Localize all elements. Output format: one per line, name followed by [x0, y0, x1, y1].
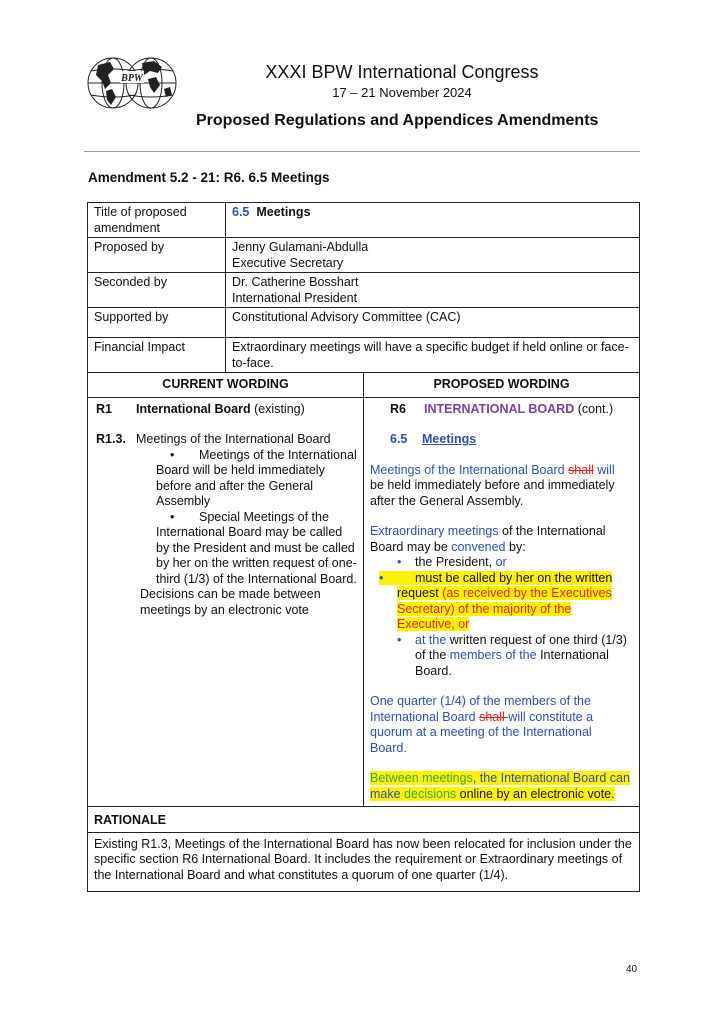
congress-title: XXXI BPW International Congress [265, 62, 539, 82]
financial-row [88, 338, 640, 373]
current-r1-line [96, 402, 357, 418]
b2-text-a: must be called by her on the written request [397, 570, 613, 600]
b1-text-b: or [495, 555, 507, 569]
proposed-paragraph-2 [370, 524, 631, 555]
title-label: Title of proposed amendment [88, 203, 226, 238]
proposed-role: Executive Secretary [232, 255, 344, 270]
proposed-r6-suffix: (cont.) [574, 401, 614, 416]
seconded-name: Dr. Catherine Bosshart [232, 275, 359, 289]
amendment-table [87, 202, 640, 892]
title-value [226, 203, 640, 238]
p4-text-d: online by an electronic vote. [456, 786, 615, 801]
seconded-value [226, 273, 640, 308]
b1-text-a: the President, [415, 555, 496, 569]
proposed-label: Proposed by [88, 238, 226, 273]
amendment-heading: Amendment 5.2 - 21: R6. 6.5 Meetings [88, 170, 330, 185]
congress-dates: 17 – 21 November 2024 [332, 85, 472, 100]
rationale-text: Existing R1.3, Meetings of the International Board has now been relocated for inclusion under the specific section R6 International Board. It includes the requirement or Extraordinary meetings of the International Board and what constitutes a quorum of one quarter (1/4). [88, 832, 640, 892]
current-r13-title: Meetings of the International Board [136, 432, 331, 446]
supported-row [88, 308, 640, 338]
p4-text-a: Between meetings [370, 771, 473, 785]
proposed-r6-title: INTERNATIONAL BOARD [424, 401, 575, 416]
wording-header-row [88, 373, 640, 398]
title-row [88, 203, 640, 238]
proposed-r6-code: R6 [390, 401, 406, 416]
p4-text-b: , the International Board can make [370, 771, 630, 801]
p1-inserted-word: will [593, 462, 615, 477]
b3-text-d: International Board. [415, 648, 609, 678]
financial-value: Extraordinary meetings will have a specific budget if held online or face-to-face. [226, 338, 640, 373]
page-number: 40 [626, 964, 638, 975]
proposed-paragraph-1 [370, 463, 631, 510]
p3-text-a: One quarter (1/4) of the members of the International Board [370, 694, 591, 724]
p2-text-d: by: [505, 539, 526, 554]
current-r1-code: R1 [96, 401, 112, 416]
p4-text-c: decisions [404, 786, 457, 801]
bullet-dot-icon: • [379, 570, 384, 585]
p1-text-a: Meetings of the International Board [370, 462, 569, 477]
document-subtitle: Proposed Regulations and Appendices Amendments [196, 112, 599, 129]
supported-label: Supported by [88, 308, 226, 338]
proposed-section-heading [370, 432, 631, 448]
p1-struck-word: shall [568, 462, 594, 477]
current-decisions: Decisions can be made between meetings by an electronic vote [140, 587, 321, 617]
p3-struck-word: shall [479, 709, 509, 724]
seconded-role: International President [232, 290, 358, 305]
b3-text-b: written request of one third (1/3) of the [415, 632, 627, 662]
proposed-section-title: Meetings [422, 432, 477, 446]
b3-text-c: members of the [449, 648, 537, 662]
proposed-row [88, 238, 640, 273]
proposed-bullet-list [370, 555, 631, 679]
proposed-bullet-2 [370, 571, 631, 633]
current-bullet-1-text: Meetings of the International Board will be held immediately before and after the General Assembly [156, 447, 357, 508]
bullet-dot-icon: • [397, 632, 402, 647]
bullet-2-highlight [379, 571, 397, 585]
proposed-bullet-3 [397, 633, 631, 680]
bullet-dot-icon: • [397, 555, 402, 569]
seconded-label: Seconded by [88, 273, 226, 308]
proposed-section-number: 6.5 [390, 432, 408, 446]
proposed-bullet-1 [397, 555, 631, 571]
b3-text-a: at the [415, 632, 447, 647]
b2-text-b: (as received by the Executives Secretary) of the majority of the Executive, or [397, 586, 612, 631]
bullet-dot-icon: • [170, 509, 175, 524]
p2-text-a: Extraordinary meetings [370, 524, 499, 538]
seconded-row [88, 273, 640, 308]
supported-value: Constitutional Advisory Committee (CAC) [226, 308, 640, 338]
proposed-paragraph-3 [370, 694, 631, 756]
logo-text: BPW [121, 73, 143, 84]
rationale-header: RATIONALE [88, 807, 640, 833]
title-text: Meetings [256, 205, 311, 219]
rationale-body-row [88, 832, 640, 892]
current-bullet-1 [156, 448, 357, 510]
proposed-r6-line [370, 402, 631, 418]
current-r13-body [96, 448, 357, 588]
proposed-value [226, 238, 640, 273]
header-divider [84, 151, 640, 152]
p2-text-c: convened [451, 539, 506, 554]
current-bullet-2 [156, 510, 357, 588]
current-r1-suffix: (existing) [250, 401, 305, 416]
p1-text-b: be held immediately before and immediately after the General Assembly. [370, 478, 615, 508]
current-r13-code: R1.3. [96, 432, 126, 446]
title-number: 6.5 [232, 205, 250, 219]
current-bullet-2-text: Special Meetings of the International Board may be called by the President and must be called by her on the written request of one-third (1/3) of the International Board. [156, 509, 357, 586]
current-wording-header: CURRENT WORDING [88, 373, 364, 398]
current-wording [88, 397, 364, 807]
financial-label: Financial Impact [88, 338, 226, 373]
bullet-dot-icon: • [170, 447, 175, 462]
wording-body-row [88, 397, 640, 807]
p2-text-b: of the International Board may be [370, 524, 606, 554]
rationale-header-row [88, 807, 640, 833]
current-r13-line [96, 432, 357, 448]
proposed-name: Jenny Gulamani-Abdulla [232, 240, 369, 254]
proposed-wording-header: PROPOSED WORDING [364, 373, 640, 398]
p3-text-b: will constitute a quorum at a meeting of the International Board. [370, 709, 594, 755]
current-r1-title: International Board [136, 401, 251, 416]
proposed-wording [364, 397, 640, 807]
proposed-paragraph-4 [370, 771, 631, 802]
bpw-globe-logo [84, 53, 180, 111]
